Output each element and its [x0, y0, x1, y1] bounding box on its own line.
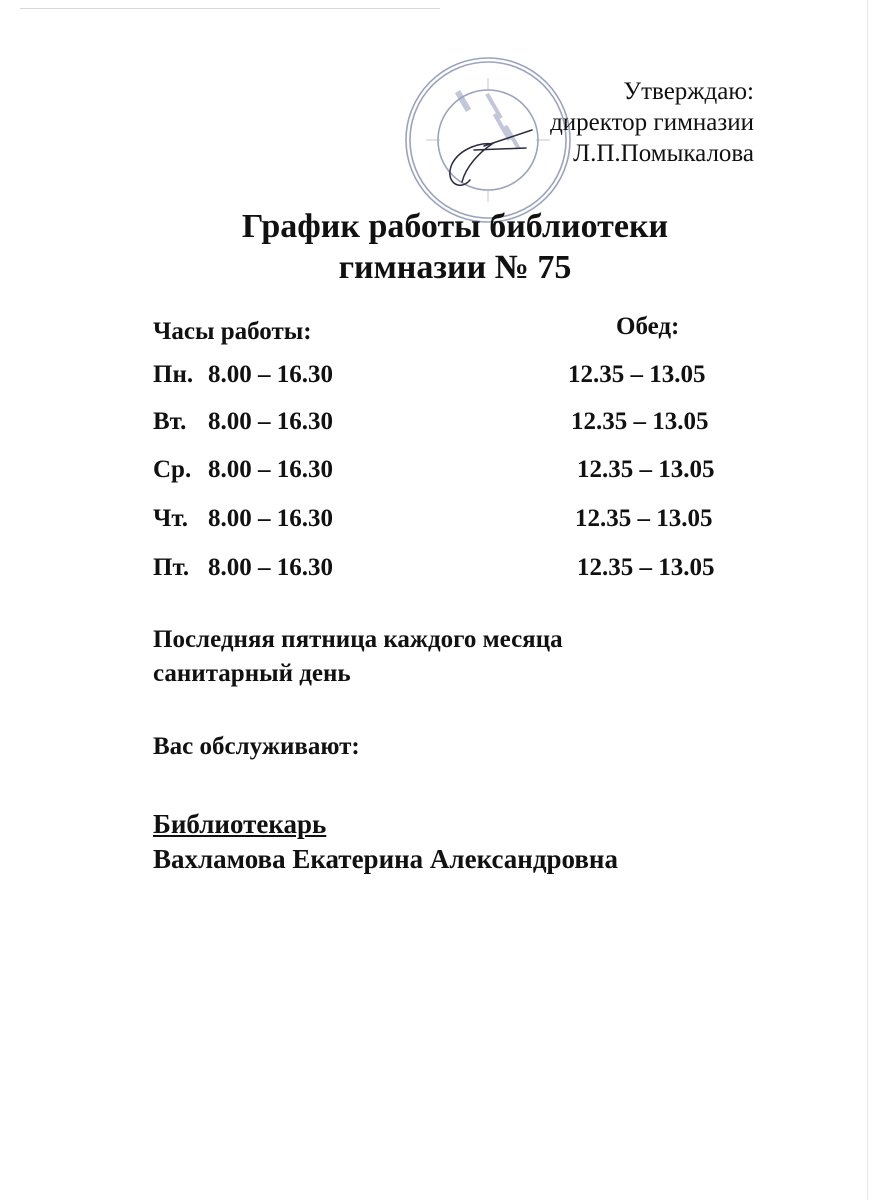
schedule-row: [153, 361, 706, 389]
work-hours: 8.00 – 16.30: [208, 505, 333, 532]
day-label: Ср.: [153, 456, 192, 483]
hours-header: Часы работы:: [153, 318, 312, 345]
day-label: Чт.: [153, 505, 188, 532]
work-hours: 8.00 – 16.30: [208, 554, 333, 581]
staff-role: Библиотекарь: [153, 809, 327, 839]
schedule-row: [153, 456, 715, 484]
note-line-2: санитарный день: [153, 660, 351, 687]
scan-artifact-edge: [867, 0, 868, 1200]
schedule-row: [153, 554, 715, 582]
lunch-hours: 12.35 – 13.05: [568, 361, 706, 388]
title-line-2: гимназии № 75: [338, 249, 572, 286]
scan-artifact-line: [20, 8, 440, 9]
approval-heading: Утверждаю:: [623, 78, 754, 105]
day-label: Пн.: [153, 361, 194, 388]
approval-signatory: Л.П.Помыкалова: [573, 140, 754, 167]
lunch-header: Обед:: [616, 313, 680, 340]
lunch-hours: 12.35 – 13.05: [577, 554, 715, 581]
lunch-hours: 12.35 – 13.05: [577, 456, 715, 483]
approval-position: директор гимназии: [550, 109, 754, 136]
sanitary-day-note: [153, 623, 563, 691]
staff-name: Вахламова Екатерина Александровна: [153, 844, 618, 874]
day-label: Вт.: [153, 408, 187, 435]
work-hours: 8.00 – 16.30: [208, 456, 333, 483]
page-title: [130, 206, 780, 288]
approval-block: [550, 76, 754, 169]
schedule-row: [153, 408, 709, 436]
note-line-1: Последняя пятница каждого месяца: [153, 626, 563, 653]
lunch-hours: 12.35 – 13.05: [575, 505, 713, 532]
work-hours: 8.00 – 16.30: [208, 361, 333, 388]
schedule-row: [153, 505, 713, 533]
lunch-hours: 12.35 – 13.05: [571, 408, 709, 435]
day-label: Пт.: [153, 554, 190, 581]
title-line-1: График работы библиотеки: [241, 208, 669, 245]
work-hours: 8.00 – 16.30: [208, 408, 333, 435]
served-by-heading: Вас обслуживают:: [153, 733, 360, 760]
